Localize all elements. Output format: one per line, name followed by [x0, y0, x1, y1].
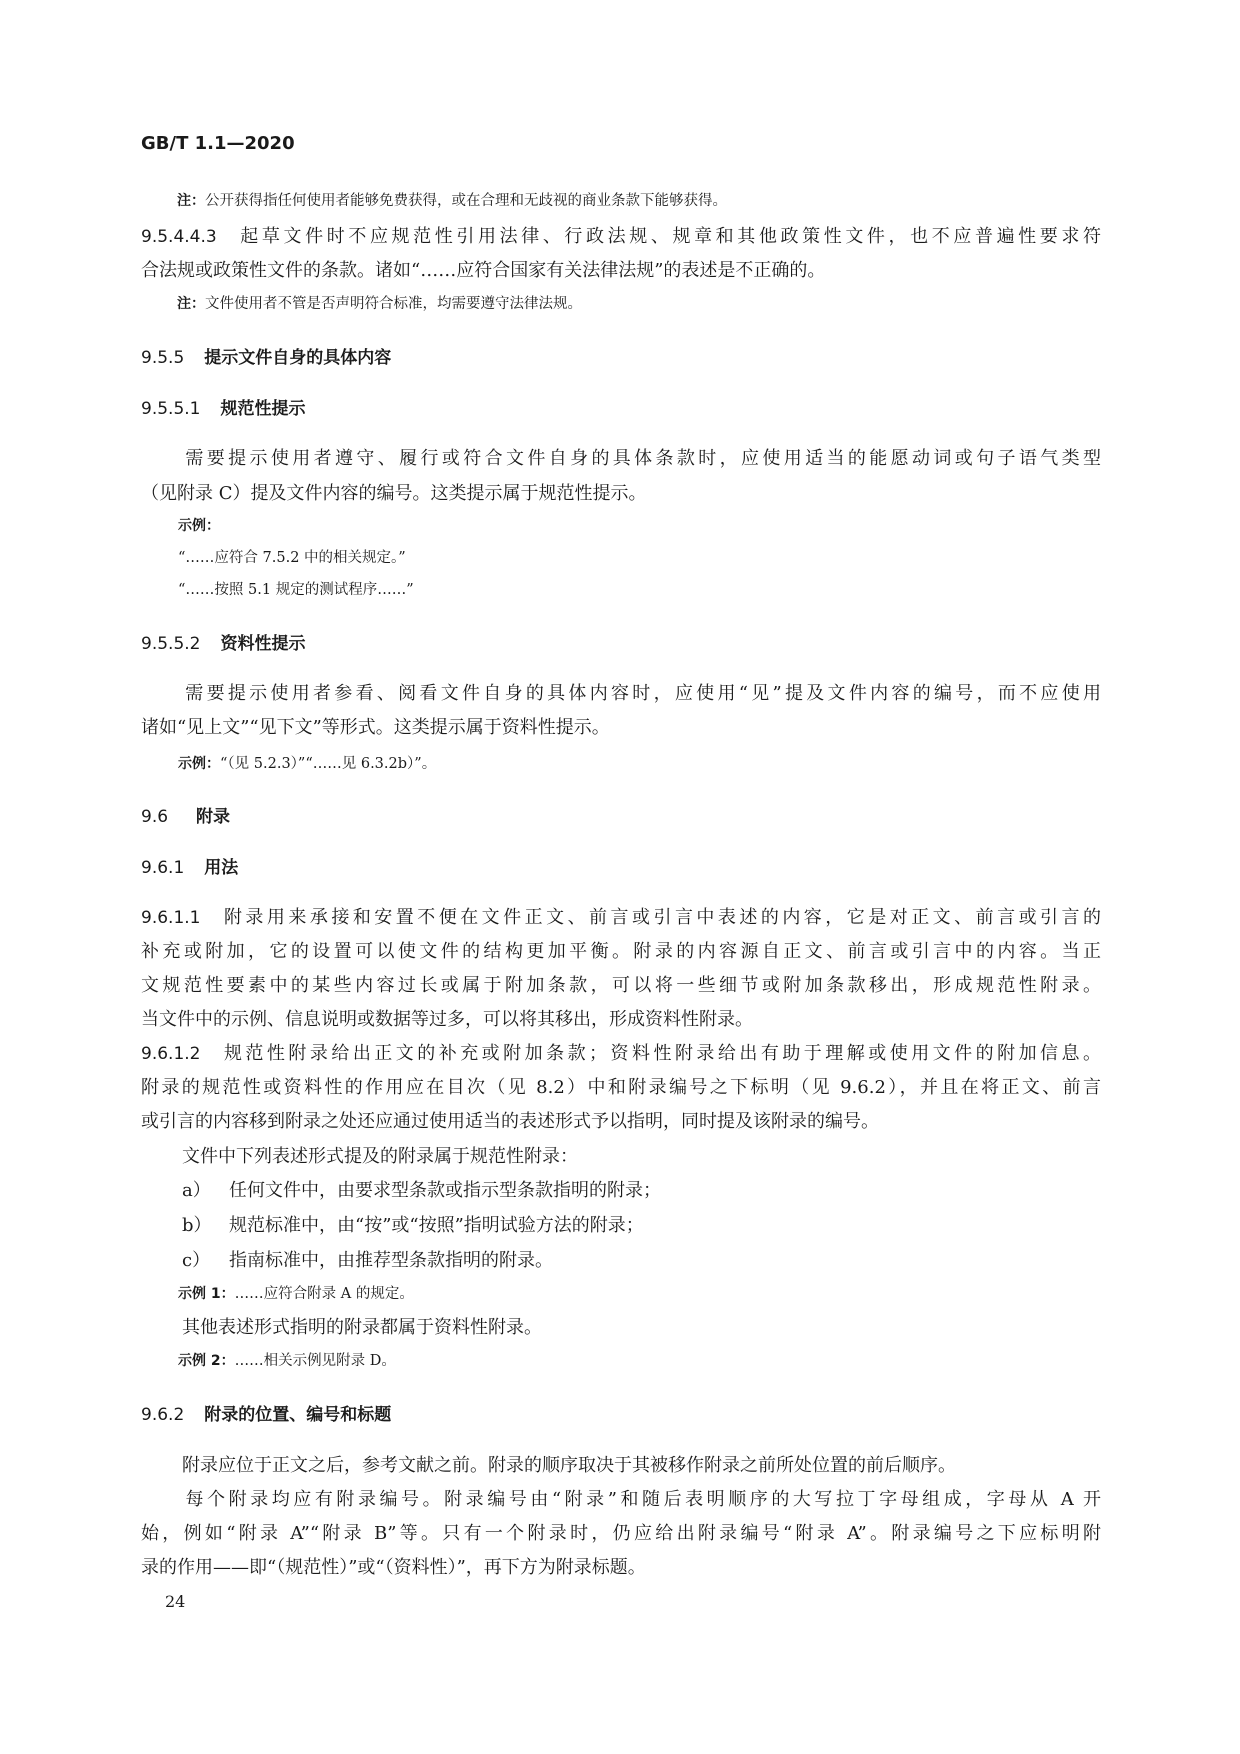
clause-text: 起草文件时不应规范性引用法律、行政法规、规章和其他政策性文件，也不应普遍性要求符 [236, 226, 1101, 247]
paragraph-line [141, 1519, 1101, 1545]
paragraph-line [141, 1485, 1101, 1511]
heading-title: 附录的位置、编号和标题 [204, 1405, 392, 1425]
clause-text: 当文件中的示例、信息说明或数据等过多，可以将其移出，形成资料性附录。 [141, 1009, 753, 1030]
paragraph-line [141, 479, 1101, 505]
heading-number: 9.6.1 [141, 858, 185, 878]
list-marker: b） [182, 1215, 212, 1236]
example-line [141, 546, 1101, 567]
example-text: “……应符合 7.5.2 中的相关规定。” [178, 550, 406, 566]
paragraph-text: 附录应位于正文之后，参考文献之前。附录的顺序取决于其被移作附录之前所处位置的前后顺序。 [182, 1455, 956, 1476]
heading-title: 提示文件自身的具体内容 [204, 348, 392, 368]
clause-number: 9.6.1.1 [141, 908, 201, 928]
clause-text: 文件中下列表述形式提及的附录属于规范性附录： [182, 1146, 578, 1167]
heading-9-6-1 [141, 853, 1101, 878]
paragraph-line [141, 1451, 1101, 1477]
clause-9-6-1-1-line-1 [141, 903, 1101, 929]
list-text: 任何文件中，由要求型条款或指示型条款指明的附录； [229, 1180, 661, 1201]
clause-9-6-1-1-line-4 [141, 1005, 1101, 1031]
note [141, 292, 1101, 313]
paragraph-text: 需要提示使用者遵守、履行或符合文件自身的具体条款时，应使用适当的能愿动词或句子语气类型 [182, 448, 1101, 469]
heading-number: 9.5.5.1 [141, 399, 201, 419]
paragraph-text: 需要提示使用者参看、阅看文件自身的具体内容时，应使用“见”提及文件内容的编号，而不应使用 [182, 683, 1101, 704]
paragraph-line [141, 1553, 1101, 1579]
page-number: 24 [165, 1592, 186, 1611]
list-item [141, 1246, 1101, 1272]
example-text: “（见 5.2.3）”“……见 6.3.2b）”。 [220, 756, 437, 772]
clause-text: 规范性附录给出正文的补充或附加条款；资料性附录给出有助于理解或使用文件的附加信息。 [220, 1043, 1101, 1064]
clause-9-6-1-1-line-2 [141, 937, 1101, 963]
paragraph-text: 诸如“见上文”“见下文”等形式。这类提示属于资料性提示。 [141, 717, 610, 738]
clause-9-6-1-2-line-2 [141, 1073, 1101, 1099]
heading-number: 9.6.2 [141, 1405, 185, 1425]
example-label: 示例： [178, 756, 220, 772]
page-header [141, 133, 1101, 154]
clause-text: 或引言的内容移到附录之处还应通过使用适当的表述形式予以指明，同时提及该附录的编号。 [141, 1111, 879, 1132]
example-text: “……按照 5.1 规定的测试程序……” [178, 582, 414, 598]
clause-9-6-1-1-line-3 [141, 971, 1101, 997]
example-text: ……相关示例见附录 D。 [234, 1353, 396, 1369]
note-text: 公开获得指任何使用者能够免费获得，或在合理和无歧视的商业条款下能够获得。 [205, 193, 727, 209]
example-label: 示例 2： [178, 1353, 235, 1369]
heading-9-6 [141, 802, 1101, 827]
paragraph-text: 每个附录均应有附录编号。附录编号由“附录”和随后表明顺序的大写拉丁字母组成，字母从 A 开 [182, 1489, 1101, 1510]
clause-text: 补充或附加，它的设置可以使文件的结构更加平衡。附录的内容源自正文、前言或引言中的内容。当正 [141, 941, 1101, 962]
heading-number: 9.6 [141, 807, 169, 827]
paragraph-text: 始，例如“附录 A”“附录 B”等。只有一个附录时，仍应给出附录编号“附录 A”。附录编号之下应标明附 [141, 1523, 1101, 1544]
paragraph-line [141, 444, 1101, 470]
clause-number: 9.5.4.4.3 [141, 227, 217, 247]
clause-number: 9.6.1.2 [141, 1044, 201, 1064]
list-text: 规范标准中，由“按”或“按照”指明试验方法的附录； [229, 1215, 644, 1236]
heading-9-5-5 [141, 343, 1101, 368]
example-label: 示例 1： [178, 1286, 235, 1302]
heading-title: 规范性提示 [220, 399, 306, 419]
clause-9-6-1-2-line-3 [141, 1107, 1101, 1133]
paragraph-line [141, 1313, 1101, 1339]
clause-9-5-4-4-3-line-2 [141, 256, 1101, 282]
example-line [141, 578, 1101, 599]
heading-number: 9.5.5.2 [141, 634, 201, 654]
standard-code: GB/T 1.1—2020 [141, 133, 295, 154]
example [141, 1282, 1101, 1303]
note-label: 注： [177, 296, 205, 312]
clause-text: 附录的规范性或资料性的作用应在目次（见 8.2）中和附录编号之下标明（见 9.6.2），并且在将正文、前言 [141, 1077, 1101, 1098]
heading-9-5-5-2 [141, 629, 1101, 654]
clause-9-6-1-2-line-1 [141, 1039, 1101, 1065]
list-item [141, 1211, 1101, 1237]
paragraph-text: 其他表述形式指明的附录都属于资料性附录。 [182, 1317, 542, 1338]
clause-text: 文规范性要素中的某些内容过长或属于附加条款，可以将一些细节或附加条款移出，形成规范性附录。 [141, 975, 1101, 996]
note-text: 文件使用者不管是否声明符合标准，均需要遵守法律法规。 [205, 296, 582, 312]
note [141, 189, 1101, 210]
list-text: 指南标准中，由推荐型条款指明的附录。 [229, 1250, 553, 1271]
example [141, 752, 1101, 773]
paragraph-line [141, 679, 1101, 705]
list-item [141, 1176, 1101, 1202]
note-label: 注： [177, 193, 205, 209]
heading-title: 资料性提示 [220, 634, 306, 654]
heading-title: 用法 [204, 858, 239, 878]
clause-text: 附录用来承接和安置不便在文件正文、前言或引言中表述的内容，它是对正文、前言或引言的 [220, 907, 1101, 928]
list-marker: c） [182, 1250, 211, 1271]
example [141, 1349, 1101, 1370]
paragraph-line [141, 713, 1101, 739]
paragraph-text: （见附录 C）提及文件内容的编号。这类提示属于规范性提示。 [141, 483, 647, 504]
paragraph-text: 录的作用——即“（规范性）”或“（资料性）”，再下方为附录标题。 [141, 1557, 646, 1578]
example-text: ……应符合附录 A 的规定。 [234, 1286, 414, 1302]
heading-title: 附录 [196, 807, 231, 827]
heading-9-6-2 [141, 1400, 1101, 1425]
clause-text: 合法规或政策性文件的条款。诸如“……应符合国家有关法律法规”的表述是不正确的。 [141, 260, 826, 281]
clause-9-5-4-4-3-line-1 [141, 222, 1101, 248]
heading-9-5-5-1 [141, 394, 1101, 419]
clause-9-6-1-2-line-4 [141, 1142, 1101, 1168]
list-marker: a） [182, 1180, 211, 1201]
example-label: 示例： [178, 518, 220, 534]
heading-number: 9.5.5 [141, 348, 185, 368]
